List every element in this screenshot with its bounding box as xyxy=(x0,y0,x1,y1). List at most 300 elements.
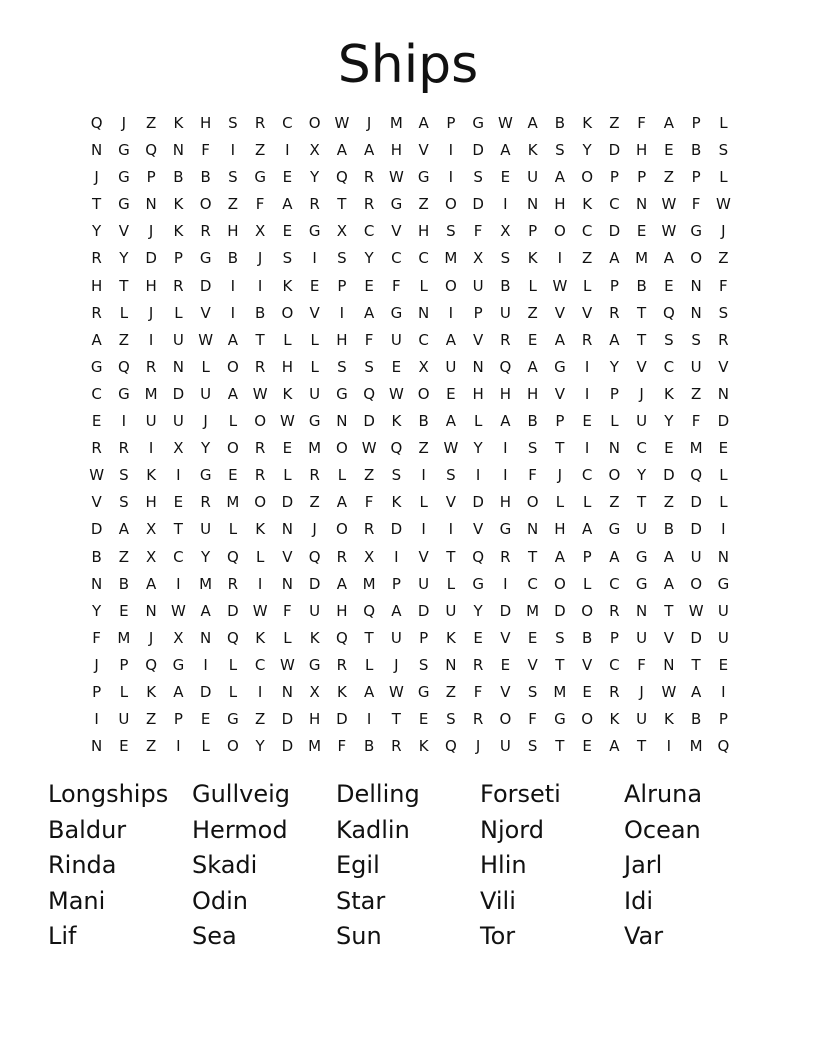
grid-letter: C xyxy=(91,384,102,403)
grid-letter: E xyxy=(228,466,238,485)
grid-letter: D xyxy=(690,628,702,647)
word-list-item: Jarl xyxy=(624,851,663,879)
grid-letter: U xyxy=(200,520,212,539)
grid-letter: G xyxy=(308,655,321,674)
grid-row xyxy=(83,435,737,462)
grid-letter: V xyxy=(554,303,565,322)
grid-letter: B xyxy=(581,628,593,647)
grid-letter: N xyxy=(418,303,430,322)
grid-letter: X xyxy=(173,439,184,458)
grid-letter: D xyxy=(608,222,621,241)
grid-letter: R xyxy=(609,303,620,322)
grid-letter: O xyxy=(254,493,267,512)
grid-row xyxy=(83,571,737,598)
grid-letter: S xyxy=(527,439,538,458)
grid-letter: Z xyxy=(609,114,620,132)
grid-row xyxy=(83,652,737,679)
grid-letter: P xyxy=(391,574,401,593)
grid-letter: A xyxy=(227,330,238,349)
grid-letter: V xyxy=(636,357,647,376)
grid-letter: I xyxy=(148,439,154,458)
grid-letter: J xyxy=(257,249,263,268)
grid-letter: T xyxy=(255,330,265,349)
grid-letter: Q xyxy=(444,737,457,756)
grid-letter: T xyxy=(173,520,183,539)
word-list-item: Tor xyxy=(480,922,516,950)
grid-letter: Z xyxy=(309,493,320,512)
grid-letter: A xyxy=(500,141,511,160)
grid-letter: J xyxy=(366,114,372,132)
grid-letter: X xyxy=(418,357,429,376)
grid-letter: U xyxy=(309,601,321,620)
grid-letter: M xyxy=(635,249,649,268)
page-title: Ships xyxy=(337,35,479,95)
grid-letter: V xyxy=(472,330,484,349)
grid-letter: R xyxy=(391,737,402,756)
grid-letter: K xyxy=(309,628,320,647)
grid-letter: G xyxy=(390,195,403,214)
grid-letter: J xyxy=(475,737,481,756)
grid-letter: I xyxy=(257,276,263,295)
grid-letter: R xyxy=(309,466,320,485)
grid-letter: Z xyxy=(363,466,375,485)
grid-row xyxy=(83,300,737,327)
grid-letter: E xyxy=(391,357,402,376)
grid-letter: Z xyxy=(118,547,130,566)
grid-letter: Q xyxy=(308,547,321,566)
grid-letter: Y xyxy=(92,222,102,241)
grid-letter: Z xyxy=(718,249,729,268)
grid-letter: K xyxy=(255,628,266,647)
grid-letter: U xyxy=(172,330,184,349)
grid-letter: R xyxy=(336,655,348,674)
word-list-item: Star xyxy=(336,886,386,915)
grid-letter: C xyxy=(363,222,375,241)
grid-letter: D xyxy=(690,493,702,512)
grid-letter: A xyxy=(554,168,565,187)
grid-letter: A xyxy=(363,682,375,701)
grid-letter: Z xyxy=(145,114,157,132)
grid-letter: G xyxy=(172,655,185,674)
grid-letter: K xyxy=(173,195,184,214)
grid-letter: O xyxy=(581,601,594,620)
grid-letter: L xyxy=(283,330,292,349)
grid-letter: O xyxy=(254,412,267,431)
grid-letter: I xyxy=(366,710,372,729)
grid-letter: L xyxy=(283,466,292,485)
grid-letter: Q xyxy=(363,384,376,403)
grid-letter: R xyxy=(145,357,157,376)
grid-letter: B xyxy=(527,412,538,431)
grid-row xyxy=(83,544,737,571)
grid-letter: H xyxy=(90,276,103,295)
grid-letter: T xyxy=(337,195,347,214)
grid-letter: G xyxy=(472,574,484,593)
grid-letter: B xyxy=(418,412,429,431)
grid-letter: W xyxy=(279,412,295,431)
grid-letter: E xyxy=(527,628,538,647)
grid-letter: X xyxy=(309,141,320,160)
grid-letter: V xyxy=(500,628,511,647)
grid-letter: B xyxy=(91,547,102,566)
grid-letter: T xyxy=(691,655,701,674)
grid-letter: Y xyxy=(473,601,483,620)
grid-letter: I xyxy=(666,737,672,756)
grid-letter: L xyxy=(364,655,374,674)
grid-letter: A xyxy=(609,330,620,349)
grid-letter: C xyxy=(609,574,620,593)
grid-letter: P xyxy=(609,276,619,295)
grid-letter: Z xyxy=(145,737,157,756)
grid-letter: P xyxy=(609,628,619,647)
grid-letter: W xyxy=(252,384,268,403)
grid-letter: Y xyxy=(473,439,483,458)
grid-letter: L xyxy=(201,357,210,376)
grid-letter: I xyxy=(557,249,563,268)
grid-letter: U xyxy=(499,737,511,756)
grid-letter: Q xyxy=(335,168,348,187)
grid-letter: Z xyxy=(527,303,538,322)
grid-letter: E xyxy=(527,330,538,349)
grid-letter: S xyxy=(718,141,729,160)
grid-letter: Q xyxy=(717,737,730,756)
grid-letter: H xyxy=(417,222,430,241)
grid-letter: P xyxy=(691,114,701,132)
grid-letter: G xyxy=(118,141,130,160)
grid-letter: L xyxy=(582,276,592,295)
grid-letter: Y xyxy=(364,249,374,268)
grid-letter: E xyxy=(473,628,483,647)
grid-letter: R xyxy=(500,547,511,566)
grid-letter: U xyxy=(527,168,539,187)
grid-letter: D xyxy=(281,493,294,512)
grid-letter: U xyxy=(118,710,130,729)
grid-letter: N xyxy=(717,547,729,566)
grid-letter: O xyxy=(226,737,239,756)
grid-letter: Z xyxy=(445,682,457,701)
grid-letter: S xyxy=(555,628,565,647)
grid-letter: U xyxy=(418,574,430,593)
grid-letter: G xyxy=(417,168,430,187)
grid-letter: O xyxy=(444,195,457,214)
grid-letter: A xyxy=(527,357,538,376)
grid-letter: N xyxy=(527,520,539,539)
grid-letter: Z xyxy=(418,195,429,214)
grid-row xyxy=(83,625,737,652)
grid-letter: N xyxy=(281,682,293,701)
grid-row xyxy=(83,110,737,137)
grid-letter: R xyxy=(336,547,348,566)
word-list-item: Forseti xyxy=(480,780,561,808)
grid-letter: R xyxy=(91,249,102,268)
grid-letter: A xyxy=(391,601,402,620)
grid-letter: C xyxy=(254,655,266,674)
grid-letter: E xyxy=(636,222,647,241)
grid-letter: H xyxy=(281,357,294,376)
grid-letter: D xyxy=(363,412,375,431)
grid-row xyxy=(83,191,737,218)
grid-letter: K xyxy=(391,412,402,431)
grid-letter: Q xyxy=(117,357,130,376)
grid-letter: K xyxy=(173,222,184,241)
grid-letter: O xyxy=(308,114,321,132)
grid-letter: K xyxy=(418,737,429,756)
grid-letter: Z xyxy=(609,493,620,512)
grid-letter: A xyxy=(336,574,347,593)
grid-letter: L xyxy=(555,493,565,512)
grid-letter: O xyxy=(335,520,348,539)
grid-letter: W xyxy=(361,439,377,458)
grid-letter: H xyxy=(390,141,403,160)
grid-letter: I xyxy=(148,330,154,349)
grid-letter: I xyxy=(503,439,508,458)
grid-letter: H xyxy=(499,384,512,403)
grid-letter: G xyxy=(390,303,403,322)
grid-letter: P xyxy=(473,303,483,322)
grid-letter: B xyxy=(363,737,375,756)
grid-letter: V xyxy=(91,493,102,512)
grid-letter: U xyxy=(309,384,321,403)
grid-letter: Z xyxy=(581,249,593,268)
grid-letter: J xyxy=(148,222,154,241)
grid-letter: L xyxy=(119,303,129,322)
grid-letter: C xyxy=(581,466,593,485)
grid-letter: D xyxy=(227,601,239,620)
grid-letter: N xyxy=(690,303,702,322)
grid-letter: P xyxy=(419,628,429,647)
grid-letter: V xyxy=(718,357,729,376)
grid-letter: A xyxy=(690,682,702,701)
grid-row xyxy=(83,245,737,272)
grid-letter: I xyxy=(503,466,508,485)
grid-letter: G xyxy=(417,682,430,701)
grid-letter: L xyxy=(419,276,428,295)
grid-letter: G xyxy=(717,574,730,593)
grid-row xyxy=(83,354,737,381)
grid-letter: O xyxy=(335,439,348,458)
grid-letter: T xyxy=(119,276,129,295)
grid-letter: E xyxy=(582,682,592,701)
grid-letter: O xyxy=(281,303,294,322)
grid-letter: P xyxy=(609,384,619,403)
grid-letter: X xyxy=(336,222,348,241)
grid-letter: S xyxy=(527,737,538,756)
grid-letter: B xyxy=(227,249,239,268)
grid-letter: W xyxy=(170,601,186,620)
grid-letter: U xyxy=(445,357,457,376)
grid-letter: N xyxy=(472,357,484,376)
grid-letter: X xyxy=(145,547,157,566)
grid-letter: I xyxy=(721,682,726,701)
grid-letter: S xyxy=(282,249,293,268)
grid-letter: O xyxy=(444,276,457,295)
grid-letter: S xyxy=(364,357,374,376)
grid-letter: C xyxy=(282,114,293,132)
grid-letter: U xyxy=(636,520,648,539)
grid-letter: S xyxy=(337,357,347,376)
grid-letter: S xyxy=(691,330,701,349)
grid-letter: C xyxy=(609,655,620,674)
word-list-item: Hermod xyxy=(192,815,288,844)
word-list-item: Egil xyxy=(336,851,380,879)
grid-letter: Z xyxy=(690,384,702,403)
grid-letter: L xyxy=(419,493,428,512)
grid-letter: R xyxy=(363,195,375,214)
grid-letter: D xyxy=(90,520,103,539)
grid-letter: C xyxy=(663,357,675,376)
grid-letter: X xyxy=(254,222,266,241)
grid-letter: H xyxy=(336,330,348,349)
grid-letter: B xyxy=(200,168,211,187)
grid-letter: S xyxy=(718,303,729,322)
grid-letter: W xyxy=(661,222,677,241)
grid-letter: K xyxy=(663,710,674,729)
grid-letter: T xyxy=(637,330,647,349)
word-list-item: Gullveig xyxy=(192,780,291,808)
grid-letter: O xyxy=(226,357,239,376)
grid-letter: G xyxy=(554,710,566,729)
grid-letter: F xyxy=(392,276,401,295)
grid-letter: F xyxy=(719,276,728,295)
grid-letter: I xyxy=(503,574,508,593)
grid-letter: Q xyxy=(472,547,485,566)
grid-letter: O xyxy=(690,249,703,268)
grid-letter: I xyxy=(721,520,726,539)
grid-letter: R xyxy=(500,330,511,349)
grid-letter: P xyxy=(446,114,456,132)
grid-letter: V xyxy=(118,222,129,241)
grid-letter: M xyxy=(308,439,322,458)
grid-letter: Y xyxy=(119,249,129,268)
grid-letter: A xyxy=(663,547,674,566)
grid-letter: O xyxy=(226,439,239,458)
grid-letter: U xyxy=(717,628,729,647)
grid-letter: E xyxy=(500,655,511,674)
grid-letter: E xyxy=(418,710,429,729)
grid-letter: Y xyxy=(582,141,592,160)
grid-letter: V xyxy=(282,547,293,566)
grid-letter: F xyxy=(637,114,646,132)
grid-letter: A xyxy=(554,547,565,566)
grid-letter: W xyxy=(552,276,568,295)
grid-letter: S xyxy=(418,655,429,674)
grid-letter: T xyxy=(555,439,565,458)
grid-letter: A xyxy=(363,303,375,322)
grid-letter: M xyxy=(226,493,240,512)
grid-letter: A xyxy=(663,574,674,593)
grid-letter: D xyxy=(499,601,512,620)
grid-letter: X xyxy=(145,520,157,539)
grid-letter: U xyxy=(172,412,184,431)
grid-letter: K xyxy=(582,195,593,214)
grid-letter: E xyxy=(582,412,592,431)
grid-letter: I xyxy=(339,303,345,322)
grid-letter: M xyxy=(689,737,703,756)
grid-row xyxy=(83,273,737,300)
grid-letter: I xyxy=(421,466,426,485)
grid-letter: A xyxy=(418,114,429,132)
grid-letter: L xyxy=(310,357,319,376)
grid-letter: R xyxy=(609,601,620,620)
grid-letter: U xyxy=(200,384,212,403)
grid-letter: Z xyxy=(663,168,675,187)
grid-letter: B xyxy=(254,303,266,322)
grid-letter: B xyxy=(118,574,130,593)
grid-letter: C xyxy=(581,222,593,241)
grid-letter: P xyxy=(528,222,538,241)
grid-letter: X xyxy=(500,222,511,241)
grid-letter: R xyxy=(254,466,266,485)
grid-letter: J xyxy=(148,628,154,647)
grid-letter: K xyxy=(173,114,184,132)
grid-letter: Q xyxy=(363,601,376,620)
grid-letter: V xyxy=(391,222,402,241)
grid-letter: S xyxy=(446,466,456,485)
grid-letter: A xyxy=(527,114,538,132)
grid-letter: A xyxy=(200,601,211,620)
grid-letter: O xyxy=(690,574,703,593)
grid-letter: F xyxy=(255,195,265,214)
grid-letter: K xyxy=(282,276,293,295)
grid-letter: D xyxy=(336,710,348,729)
grid-letter: Z xyxy=(145,710,157,729)
grid-letter: O xyxy=(417,384,430,403)
grid-letter: I xyxy=(257,574,263,593)
grid-letter: D xyxy=(663,466,675,485)
grid-row xyxy=(83,408,737,435)
grid-letter: F xyxy=(364,493,374,512)
grid-letter: J xyxy=(121,114,127,132)
grid-letter: S xyxy=(446,710,456,729)
grid-letter: F xyxy=(92,628,101,647)
grid-letter: F xyxy=(691,195,701,214)
grid-letter: R xyxy=(200,493,211,512)
grid-letter: K xyxy=(663,384,674,403)
grid-letter: L xyxy=(119,682,129,701)
grid-letter: H xyxy=(554,195,566,214)
grid-letter: I xyxy=(448,168,454,187)
grid-letter: V xyxy=(309,303,320,322)
word-list-item: Sun xyxy=(336,922,382,950)
grid-letter: E xyxy=(664,141,674,160)
grid-letter: B xyxy=(173,168,184,187)
grid-letter: D xyxy=(417,601,430,620)
grid-letter: G xyxy=(199,249,212,268)
grid-letter: J xyxy=(639,384,644,403)
grid-letter: E xyxy=(119,601,129,620)
grid-letter: P xyxy=(582,547,592,566)
grid-letter: R xyxy=(200,222,211,241)
grid-letter: K xyxy=(527,141,538,160)
grid-letter: C xyxy=(418,330,429,349)
grid-letter: G xyxy=(608,520,621,539)
grid-letter: S xyxy=(228,114,238,132)
grid-letter: P xyxy=(691,168,701,187)
grid-letter: L xyxy=(446,574,456,593)
grid-letter: S xyxy=(664,330,674,349)
grid-letter: H xyxy=(308,710,321,729)
grid-letter: R xyxy=(118,439,130,458)
grid-letter: I xyxy=(394,547,399,566)
grid-letter: T xyxy=(92,195,102,214)
grid-letter: E xyxy=(200,710,211,729)
letter-grid xyxy=(83,110,737,760)
grid-letter: Z xyxy=(254,141,266,160)
grid-letter: X xyxy=(472,249,484,268)
grid-letter: K xyxy=(609,710,620,729)
grid-letter: P xyxy=(555,412,565,431)
word-list-item: Delling xyxy=(336,780,420,808)
